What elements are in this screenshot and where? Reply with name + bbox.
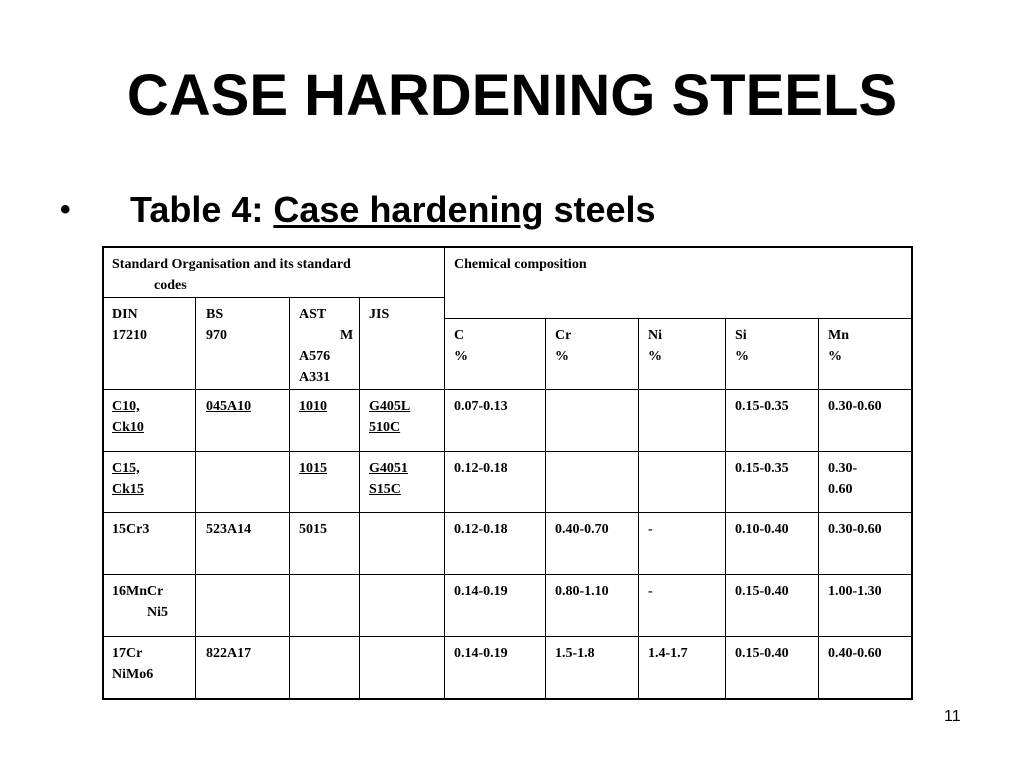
header-chemical-composition: Chemical composition xyxy=(454,257,587,272)
table-caption xyxy=(130,190,656,230)
cell-c: 0.12-0.18 xyxy=(454,461,508,476)
cell-cr: 0.40-0.70 xyxy=(555,522,609,537)
header-standard-organisation: Standard Organisation and its standard xyxy=(112,257,351,272)
cell-c: 0.07-0.13 xyxy=(454,399,508,414)
header-din: DIN 17210 xyxy=(112,307,147,343)
cell-mn: 0.40-0.60 xyxy=(828,646,882,661)
cell-si: 0.15-0.35 xyxy=(735,399,789,414)
cell-cr: 0.80-1.10 xyxy=(555,584,609,599)
cell-si: 0.15-0.40 xyxy=(735,584,789,599)
caption-suffix: steels xyxy=(543,189,656,230)
header-element-ni: Ni % xyxy=(648,328,662,364)
cell-mn: 1.00-1.30 xyxy=(828,584,882,599)
cell-si: 0.15-0.40 xyxy=(735,646,789,661)
header-element-cr: Cr % xyxy=(555,328,572,364)
page-number: 11 xyxy=(944,708,961,725)
caption-underlined: Case hardening xyxy=(273,189,544,230)
cell-astm: 1015 xyxy=(299,461,327,476)
header-astm-m: M xyxy=(340,328,354,343)
cell-din-line2: Ni5 xyxy=(147,605,168,620)
header-astm-codes: A576 A331 xyxy=(299,349,331,385)
cell-ni: 1.4-1.7 xyxy=(648,646,688,661)
cell-mn: 0.30-0.60 xyxy=(828,522,882,537)
cell-din: C15, Ck15 xyxy=(112,461,144,497)
cell-c: 0.14-0.19 xyxy=(454,584,508,599)
cell-din: C10, Ck10 xyxy=(112,399,144,435)
cell-c: 0.12-0.18 xyxy=(454,522,508,537)
cell-din: 16MnCr xyxy=(112,584,164,599)
slide-title: CASE HARDENING STEELS xyxy=(126,63,898,128)
cell-astm: 1010 xyxy=(299,399,327,414)
composition-table xyxy=(102,246,913,700)
bullet-icon: • xyxy=(60,193,71,226)
cell-mn: 0.30- 0.60 xyxy=(828,461,858,497)
caption-prefix: Table 4: xyxy=(130,189,274,230)
header-bs: BS 970 xyxy=(206,307,227,343)
header-jis: JIS xyxy=(369,307,390,322)
cell-si: 0.10-0.40 xyxy=(735,522,789,537)
cell-si: 0.15-0.35 xyxy=(735,461,789,476)
cell-jis: G405L 510C xyxy=(369,399,411,435)
cell-c: 0.14-0.19 xyxy=(454,646,508,661)
header-standard-codes: codes xyxy=(154,278,187,293)
cell-ni: - xyxy=(648,584,653,599)
cell-ni: - xyxy=(648,522,653,537)
header-element-si: Si % xyxy=(735,328,749,364)
cell-din: 17Cr NiMo6 xyxy=(112,646,154,682)
header-element-c: C % xyxy=(454,328,468,364)
cell-jis: G4051 S15C xyxy=(369,461,408,497)
cell-bs: 523A14 xyxy=(206,522,252,537)
cell-bs: 822A17 xyxy=(206,646,252,661)
header-astm: AST xyxy=(299,307,327,322)
cell-mn: 0.30-0.60 xyxy=(828,399,882,414)
cell-cr: 1.5-1.8 xyxy=(555,646,595,661)
cell-din: 15Cr3 xyxy=(112,522,150,537)
cell-astm: 5015 xyxy=(299,522,327,537)
cell-bs: 045A10 xyxy=(206,399,252,414)
header-element-mn: Mn % xyxy=(828,328,849,364)
